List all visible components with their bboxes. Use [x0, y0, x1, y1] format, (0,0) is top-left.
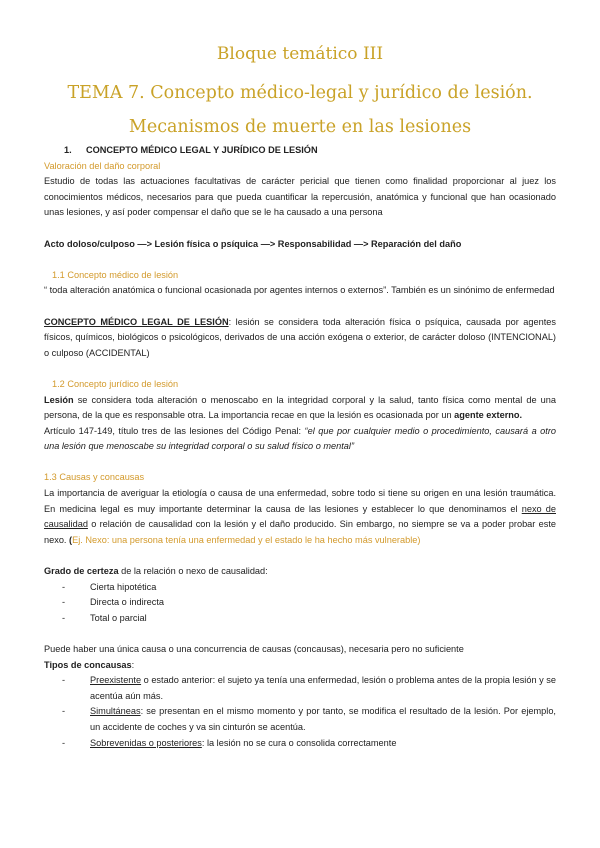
tipo-text: : la lesión no se cura o consolida correctamente — [201, 737, 397, 748]
page-title: TEMA 7. Concepto médico-legal y jurídico de lesión. Mecanismos de muerte en las lesiones — [67, 83, 533, 137]
section-1-3-text-b: o relación de causalidad con la lesión y el daño producido. Sin embargo, no siempre se va a poder probar este nexo. — [44, 519, 556, 545]
tipo-term: Simultáneas — [90, 706, 141, 717]
block-title: Bloque temático III — [216, 44, 384, 64]
section-1-1-heading: 1.1 Concepto médico de lesión — [52, 269, 179, 280]
list-item: - Directa o indirecta — [44, 595, 556, 611]
section-1-3-heading: 1.3 Causas y concausas — [44, 472, 145, 483]
agente-externo: agente externo. — [454, 410, 523, 421]
article-text: Artículo 147-149, título tres de las lesiones del Código Penal: — [44, 425, 305, 436]
tipo-text: o estado anterior: el sujeto ya tenía una enfermedad, lesión o problema antes de la propia lesión y se acentúa aún más. — [90, 675, 556, 701]
tipos-label: Tipos de concausas — [44, 659, 132, 670]
section-1-2-heading: 1.2 Concepto jurídico de lesión — [52, 378, 179, 389]
section-1-title: CONCEPTO MÉDICO LEGAL Y JURÍDICO DE LESIÓN — [86, 145, 318, 155]
section-1-number: 1. — [64, 145, 72, 155]
tipos-list — [44, 673, 556, 751]
list-item — [44, 736, 556, 752]
section-1-3-text — [44, 486, 556, 548]
concept-label: CONCEPTO MÉDICO LEGAL DE LESIÓN — [44, 316, 229, 327]
tipos-colon: : — [131, 659, 135, 670]
section-1-2-text-a: se considera toda alteración o menoscabo en la integridad corporal y la salud, tanto física como mental de una persona, de la que es responsable otra. La importancia recae en que la lesión es ocasionada por un — [44, 394, 556, 421]
open-paren: ( — [69, 534, 73, 545]
nexo-example: Ej. Nexo: una persona tenía una enfermedad y el estado le ha hecho más vulnerable) — [72, 534, 421, 545]
grado-list — [44, 580, 556, 627]
tipos-heading — [44, 658, 556, 674]
list-item: - Cierta hipotética — [44, 580, 556, 596]
document-body — [44, 143, 556, 751]
valoracion-heading: Valoración del daño corporal — [44, 160, 161, 171]
concausas-text: Puede haber una única causa o una concurrencia de causas (concausas), necesaria pero no suficiente — [44, 644, 464, 654]
concept-paragraph — [44, 315, 556, 362]
section-1-1-text: “ toda alteración anatómica o funcional ocasionada por agentes internos o externos”. También es un sinónimo de enfermedad — [44, 285, 555, 296]
grado-text: de la relación o nexo de causalidad: — [118, 566, 268, 577]
tipo-text: : se presentan en el mismo momento y por tanto, se modifica el resultado de la lesión. Por ejemplo, un accidente de coches y va sin cinturón se acentúa. — [90, 706, 556, 732]
grado-paragraph — [44, 564, 556, 580]
grado-label: Grado de certeza — [44, 566, 119, 577]
article-quote: “el que por cualquier medio o procedimiento, causará a otro una lesión que menoscabe su integridad corporal o su salud físico o mental” — [44, 425, 556, 452]
list-item: - Total o parcial — [44, 611, 556, 627]
concept-text: : lesión se considera toda alteración física o psíquica, causada por agentes físicos, químicos, biológicos o psicológicos, derivados de una acción exógena o exterior, de carácter doloso (INTENCIONAL) o culposo (ACCIDENTAL) — [44, 316, 556, 358]
lesion-term: Lesión — [44, 394, 74, 405]
section-1-3-text-a: La importancia de averiguar la etiología o causa de una enfermedad, sobre todo si tiene su origen en una lesión traumática. En medicina legal es muy importante determinar la causa de las lesiones y establecer lo que denominamos el — [44, 488, 556, 514]
article-paragraph — [44, 424, 556, 455]
list-item — [44, 673, 556, 704]
nexo-term: nexo de causalidad — [44, 503, 556, 530]
list-item — [44, 704, 556, 735]
causal-chain: Acto doloso/culposo —> Lesión física o psíquica —> Responsabilidad —> Reparación del daño — [44, 238, 462, 249]
tipo-term: Preexistente — [90, 675, 142, 686]
valoracion-text: Estudio de todas las actuaciones facultativas de carácter pericial que tienen como finalidad proporcionar al juez los conocimientos médicos, necesarios para que pueda cuantificar la repercusión, anatómica y funcional que han ocasionado unas lesiones, y así poder compensar el daño que se le ha causado a una persona — [44, 176, 556, 218]
section-1-heading — [64, 143, 556, 159]
section-1-2-text — [44, 393, 556, 424]
tipo-term: Sobrevenidas o posteriores — [90, 737, 202, 748]
